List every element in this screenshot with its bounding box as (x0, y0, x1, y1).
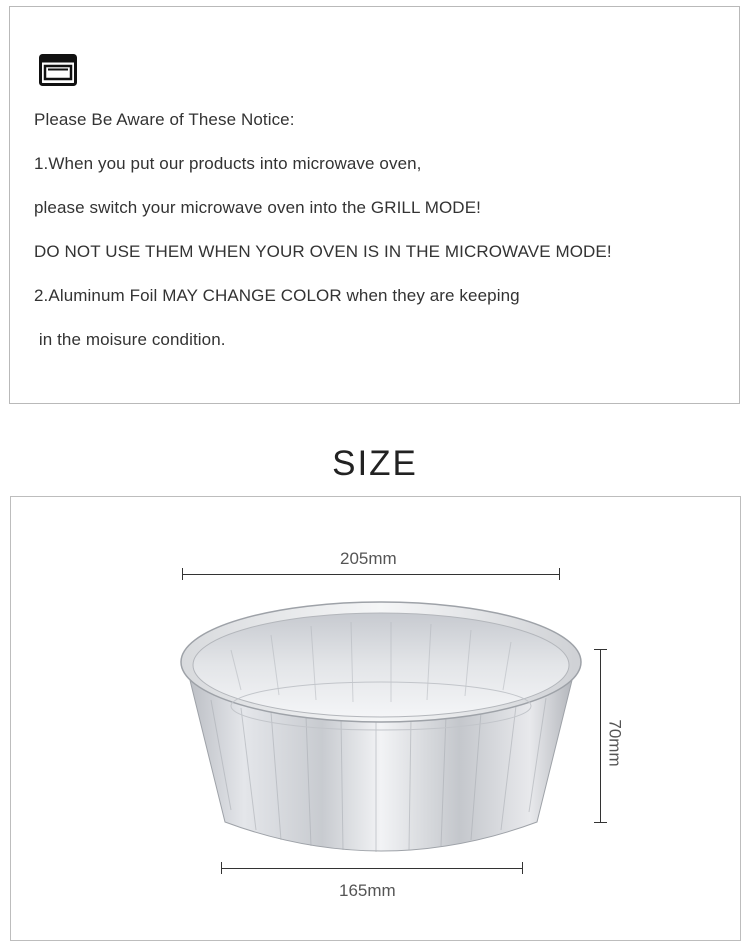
top-width-line (182, 574, 560, 575)
notice-line-2: please switch your microwave oven into the GRILL MODE! (34, 198, 481, 217)
size-panel (10, 496, 741, 941)
size-title: SIZE (332, 444, 418, 483)
height-tick-bottom (594, 822, 607, 823)
height-line (600, 649, 601, 823)
notice-line-5: in the moisure condition. (34, 330, 226, 349)
bottom-width-label: 165mm (339, 881, 396, 900)
top-width-label: 205mm (340, 549, 397, 568)
bottom-width-tick-left (221, 862, 222, 874)
top-width-tick-left (182, 568, 183, 580)
foil-pan-image (171, 590, 591, 880)
notice-heading: Please Be Aware of These Notice: (34, 110, 295, 129)
bottom-width-line (221, 868, 523, 869)
notice-panel (9, 6, 740, 404)
notice-line-1: 1.When you put our products into microwave oven, (34, 154, 422, 173)
notice-line-4: 2.Aluminum Foil MAY CHANGE COLOR when they are keeping (34, 286, 520, 305)
notice-line-3: DO NOT USE THEM WHEN YOUR OVEN IS IN THE MICROWAVE MODE! (34, 242, 612, 261)
height-label: 70mm (605, 719, 625, 767)
top-width-tick-right (559, 568, 560, 580)
oven-icon (39, 54, 77, 86)
bottom-width-tick-right (522, 862, 523, 874)
height-tick-top (594, 649, 607, 650)
